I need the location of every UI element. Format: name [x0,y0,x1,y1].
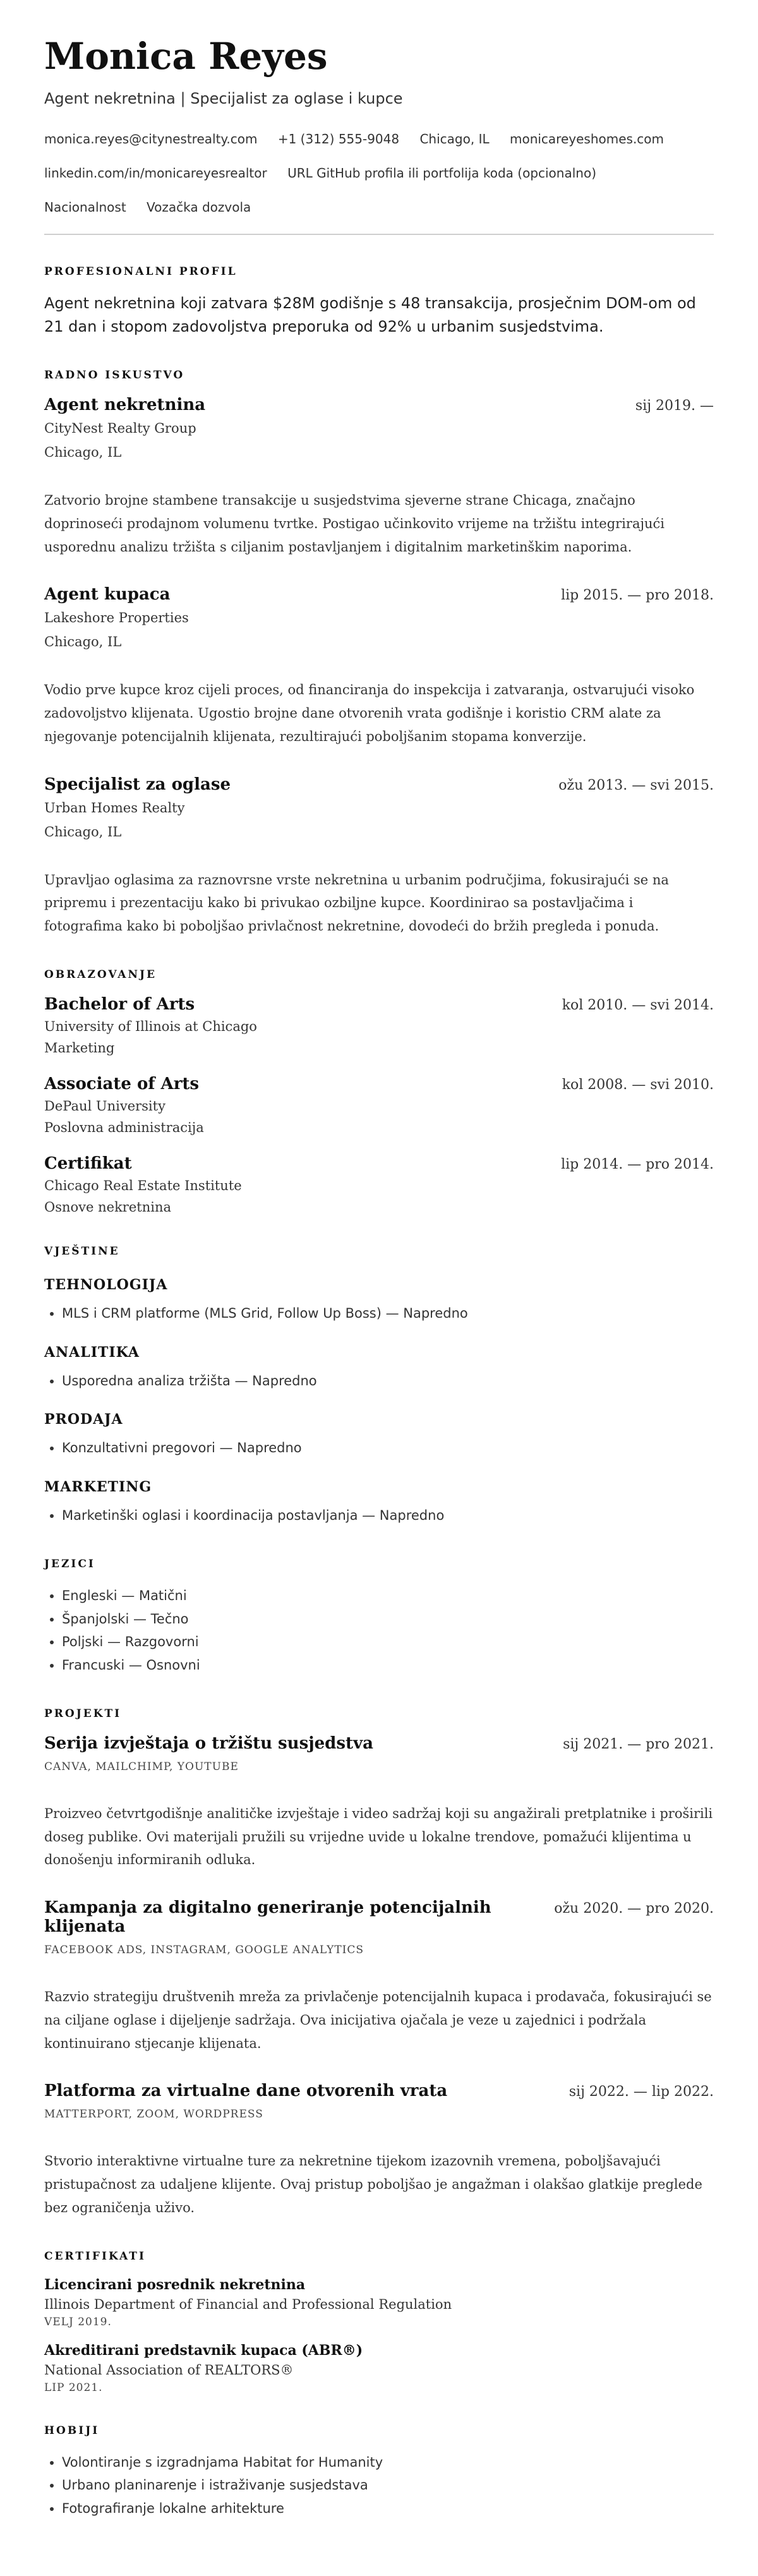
job-title: Agent nekretnina [44,395,206,415]
project-description: Razvio strategiju društvenih mreža za privlačenje potencijalnih kupaca i prodavača, fokusirajući se na ciljane oglase i dijeljenje sadržaja. Ova inicijativa ojačala je veze u zajednici i podržala kontinuirano stjecanje klijenata. [44,1989,712,2051]
job-date: sij 2019. — [635,398,714,414]
degree-title: Associate of Arts [44,1074,200,1093]
company-name: Lakeshore Properties [44,610,189,626]
skill-list [44,1504,714,1527]
project-entry [44,1898,714,2055]
hobbies-section [44,2424,714,2520]
nationality-text: Nacionalnost [44,199,126,215]
language-item: • Španjolski — Tečno [62,1608,714,1631]
education-entry [44,1074,714,1135]
company-name: CityNest Realty Group [44,421,196,436]
skill-list [44,1302,714,1325]
section-title-profile: PROFESIONALNI PROFIL [44,265,238,278]
study-field: Poslovna administracija [44,1119,204,1135]
education-section [44,968,714,1215]
job-title: Agent kupaca [44,585,171,605]
project-tech: MATTERPORT, ZOOM, WORDPRESS [44,2108,263,2121]
section-title-skills: VJEŠTINE [44,1244,120,1258]
company-name: Urban Homes Realty [44,800,185,816]
hobby-item: • Urbano planinarenje i istraživanje susjedstava [62,2474,714,2497]
hobby-item: • Volontiranje s izgradnjama Habitat for Humanity [62,2451,714,2474]
job-description: Zatvorio brojne stambene transakcije u susjedstvima sjeverne strane Chicaga, značajno doprinoseći prodajnom volumenu tvrtke. Postigao učinkovito vrijeme na tržištu integrirajući usporednu analizu tržišta s ciljanim postavljanjem i digitalnim marketinškim naporima. [44,493,665,555]
experience-entry [44,585,714,748]
project-description: Proizveo četvrtgodišnje analitičke izvještaje i video sadržaj koji su angažirali pretplatnike i proširili doseg publike. Ovi materijali pružili su vrijedne uvide u lokalne trendove, pomažući klijentima u donošenju informiranih odluka. [44,1805,713,1868]
education-entry [44,1154,714,1215]
project-tech: FACEBOOK ADS, INSTAGRAM, GOOGLE ANALYTICS [44,1944,364,1957]
study-field: Osnove nekretnina [44,1199,171,1215]
skill-list [44,1436,714,1460]
certificate-date: VELJ 2019. [44,2315,112,2328]
location-text: Chicago, IL [419,131,490,147]
section-title-education: OBRAZOVANJE [44,968,157,981]
education-date: kol 2010. — svi 2014. [562,997,714,1013]
project-description: Stvorio interaktivne virtualne ture za nekretnine tijekom izazovnih vremena, poboljšavajući pristupačnost za udaljene klijente. Ovaj pristup poboljšao je angažman i olakšao glatkije preglede bez ograničenja uživo. [44,2153,702,2215]
education-entry [44,995,714,1056]
skill-item: • Konzultativni pregovori — Napredno [62,1436,714,1460]
resume-header [44,37,714,235]
study-field: Marketing [44,1040,115,1056]
job-date: ožu 2013. — svi 2015. [558,777,714,793]
school-name: DePaul University [44,1098,165,1114]
profile-section [44,265,714,339]
linkedin-link[interactable]: linkedin.com/in/monicareyesrealtor [44,165,267,181]
skill-item: • MLS i CRM platforme (MLS Grid, Follow Up Boss) — Napredno [62,1302,714,1325]
certificates-section [44,2250,714,2394]
education-date: kol 2008. — svi 2010. [562,1076,714,1093]
phone-link[interactable]: +1 (312) 555-9048 [277,131,400,147]
project-entry [44,1734,714,1872]
job-date: lip 2015. — pro 2018. [561,587,714,604]
project-tech: CANVA, MAILCHIMP, YOUTUBE [44,1760,239,1773]
section-title-hobbies: HOBIJI [44,2424,100,2437]
languages-section [44,1558,714,1677]
job-location: Chicago, IL [44,445,122,460]
job-location: Chicago, IL [44,824,122,840]
contact-row-3 [44,200,714,215]
certificate-date: LIP 2021. [44,2381,103,2394]
certificate-issuer: National Association of REALTORS® [44,2362,294,2378]
project-title: Platforma za virtualne dane otvorenih vrata [44,2081,448,2101]
project-date: ožu 2020. — pro 2020. [554,1901,714,1917]
skill-item: • Usporedna analiza tržišta — Napredno [62,1369,714,1393]
experience-entry [44,395,714,558]
skill-category: TEHNOLOGIJA [44,1276,168,1293]
section-title-certificates: CERTIFIKATI [44,2249,146,2263]
certificate-entry [44,2342,714,2394]
language-list [44,1584,714,1677]
person-name: Monica Reyes [44,35,328,78]
skill-item: • Marketinški oglasi i koordinacija postavljanja — Napredno [62,1504,714,1527]
degree-title: Certifikat [44,1153,132,1173]
section-title-languages: JEZICI [44,1557,95,1570]
experience-entry [44,775,714,938]
certificate-entry [44,2277,714,2328]
contact-row-1 [44,131,714,147]
website-link[interactable]: monicareyeshomes.com [509,131,665,147]
skill-category: PRODAJA [44,1411,123,1428]
skill-list [44,1369,714,1393]
profile-summary: Agent nekretnina koji zatvara $28M godišnje s 48 transakcija, prosječnim DOM-om od 21 dan i stopom zadovoljstva preporuka od 92% u urbanim susjedstvima. [44,294,696,335]
experience-section [44,369,714,938]
skill-category: MARKETING [44,1479,152,1496]
job-title: Specijalist za oglase [44,774,231,794]
school-name: University of Illinois at Chicago [44,1018,257,1034]
certificate-issuer: Illinois Department of Financial and Professional Regulation [44,2296,452,2312]
job-subtitle: Agent nekretnina | Specijalist za oglase i kupce [44,89,403,107]
degree-title: Bachelor of Arts [44,994,195,1014]
certificate-name: Licencirani posrednik nekretnina [44,2276,306,2293]
project-date: sij 2021. — pro 2021. [563,1736,714,1752]
school-name: Chicago Real Estate Institute [44,1177,242,1193]
section-title-projects: PROJEKTI [44,1707,122,1720]
education-date: lip 2014. — pro 2014. [561,1156,714,1172]
github-link[interactable]: URL GitHub profila ili portfolija koda (opcionalno) [287,165,596,181]
project-title: Kampanja za digitalno generiranje potencijalnih klijenata [44,1898,491,1937]
hobby-item: • Fotografiranje lokalne arhitekture [62,2497,714,2520]
project-date: sij 2022. — lip 2022. [568,2084,714,2100]
project-entry [44,2081,714,2219]
contact-row-2 [44,166,714,181]
language-item: • Francuski — Osnovni [62,1654,714,1677]
header-divider [44,234,714,235]
skill-category: ANALITIKA [44,1344,140,1361]
hobby-list [44,2451,714,2520]
skills-section [44,1245,714,1527]
language-item: • Engleski — Matični [62,1584,714,1608]
projects-section [44,1707,714,2220]
project-title: Serija izvještaja o tržištu susjedstva [44,1733,373,1753]
certificate-name: Akreditirani predstavnik kupaca (ABR®) [44,2342,363,2359]
job-description: Upravljao oglasima za raznovrsne vrste nekretnina u urbanim područjima, fokusirajući se na pripremu i prezentaciju kako bi privukao ozbiljne kupce. Koordinirao sa postavljačima i fotografima kako bi poboljšao privlačnost nekretnine, dovodeći do bržih pregleda i ponuda. [44,872,669,934]
section-title-experience: RADNO ISKUSTVO [44,369,185,382]
job-location: Chicago, IL [44,634,122,650]
job-description: Vodio prve kupce kroz cijeli proces, od financiranja do inspekcija i zatvaranja, ostvarujući visoko zadovoljstvo klijenata. Ugostio brojne dane otvorenih vrata godišnje i koristio CRM alate za njegovanje potencijalnih klijenata, rezultirajući poboljšanim stopama konverzije. [44,682,695,744]
language-item: • Poljski — Razgovorni [62,1630,714,1654]
license-text: Vozačka dozvola [147,199,251,215]
email-link[interactable]: monica.reyes@citynestrealty.com [44,131,258,147]
